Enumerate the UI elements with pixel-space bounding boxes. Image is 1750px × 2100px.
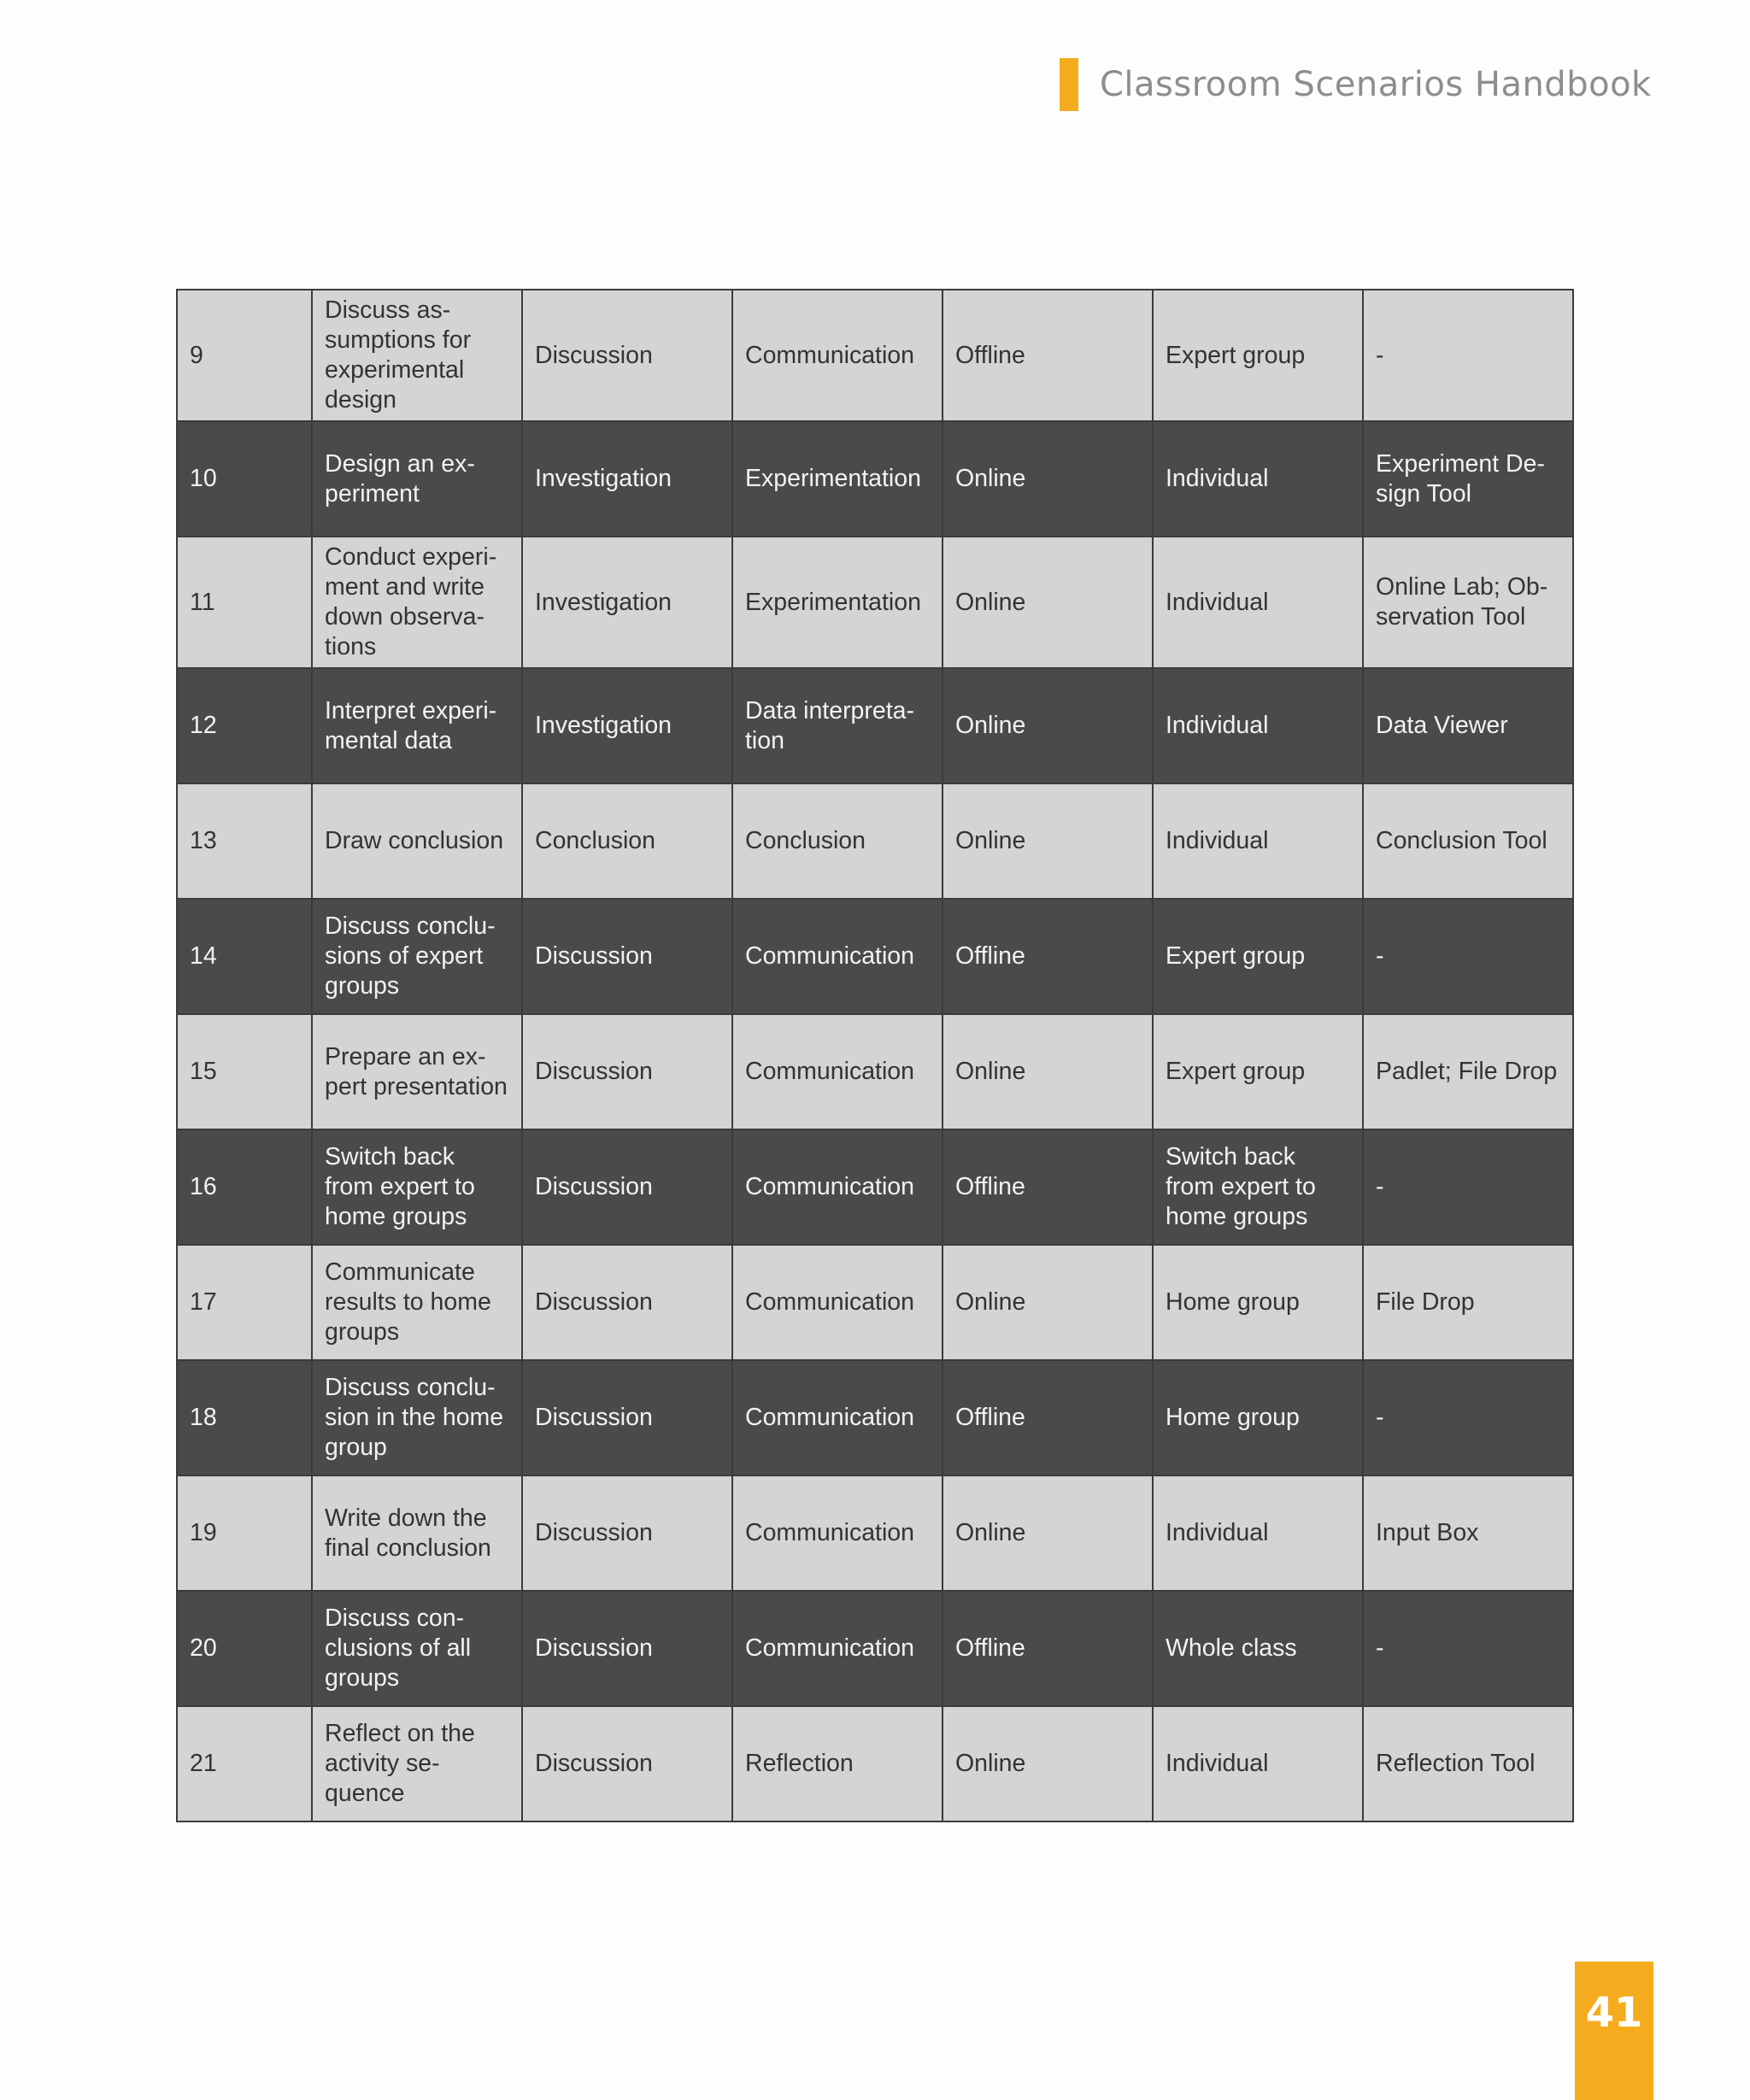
cell-tool: [1363, 537, 1573, 668]
cell-tool: Input Box: [1363, 1475, 1573, 1591]
cell-mode: Online: [943, 1014, 1153, 1129]
cell-tool: -: [1363, 1129, 1573, 1245]
cell-number: 20: [177, 1591, 312, 1706]
cell-phase: Communication: [732, 1129, 943, 1245]
cell-mode: Offline: [943, 290, 1153, 421]
table-row: [177, 668, 1573, 783]
cell-type: Discussion: [522, 290, 732, 421]
cell-phase: Communication: [732, 1245, 943, 1360]
cell-tool: Data Viewer: [1363, 668, 1573, 783]
cell-activity: [312, 1129, 522, 1245]
cell-mode: Online: [943, 668, 1153, 783]
cell-mode: Offline: [943, 1360, 1153, 1475]
cell-activity: [312, 421, 522, 537]
activity-table-body: [177, 290, 1573, 1821]
cell-grouping: Individual: [1153, 421, 1363, 537]
cell-grouping: Individual: [1153, 783, 1363, 899]
cell-grouping: Whole class: [1153, 1591, 1363, 1706]
cell-mode: Online: [943, 1475, 1153, 1591]
cell-mode: Online: [943, 1706, 1153, 1821]
cell-activity: [312, 1245, 522, 1360]
cell-activity: [312, 1475, 522, 1591]
cell-phase: Communication: [732, 1014, 943, 1129]
cell-text: Data interpreta- tion: [745, 696, 915, 754]
cell-activity: [312, 290, 522, 421]
cell-grouping: Expert group: [1153, 1014, 1363, 1129]
cell-tool: -: [1363, 899, 1573, 1014]
cell-grouping: Individual: [1153, 668, 1363, 783]
table-row: [177, 1475, 1573, 1591]
cell-text: Design an ex- periment: [325, 449, 475, 507]
cell-activity: [312, 668, 522, 783]
cell-mode: Offline: [943, 1129, 1153, 1245]
cell-text: Experiment De- sign Tool: [1376, 449, 1545, 507]
cell-number: 16: [177, 1129, 312, 1245]
cell-phase: [732, 668, 943, 783]
cell-tool: Reflection Tool: [1363, 1706, 1573, 1821]
cell-grouping: Home group: [1153, 1245, 1363, 1360]
cell-type: Discussion: [522, 1706, 732, 1821]
cell-tool: -: [1363, 1360, 1573, 1475]
cell-text: Write down the final conclusion: [325, 1504, 491, 1562]
cell-type: Discussion: [522, 899, 732, 1014]
cell-activity: [312, 1591, 522, 1706]
cell-type: Discussion: [522, 1245, 732, 1360]
page-header: [1060, 58, 1652, 111]
cell-type: Conclusion: [522, 783, 732, 899]
cell-text: Discuss conclu- sion in the home group: [325, 1374, 504, 1461]
cell-mode: Online: [943, 537, 1153, 668]
cell-type: Investigation: [522, 537, 732, 668]
table-row: [177, 421, 1573, 537]
cell-activity: Draw conclusion: [312, 783, 522, 899]
cell-grouping: Individual: [1153, 1706, 1363, 1821]
cell-number: 11: [177, 537, 312, 668]
cell-phase: Experimentation: [732, 537, 943, 668]
cell-mode: Offline: [943, 899, 1153, 1014]
cell-text: Discuss conclu- sions of expert groups: [325, 912, 496, 1000]
cell-type: Discussion: [522, 1591, 732, 1706]
cell-grouping: Individual: [1153, 537, 1363, 668]
cell-phase: Communication: [732, 899, 943, 1014]
cell-tool: File Drop: [1363, 1245, 1573, 1360]
cell-tool: Padlet; File Drop: [1363, 1014, 1573, 1129]
table-row: [177, 537, 1573, 668]
cell-activity: [312, 1706, 522, 1821]
cell-number: 18: [177, 1360, 312, 1475]
cell-grouping: [1153, 1129, 1363, 1245]
cell-phase: Experimentation: [732, 421, 943, 537]
cell-number: 13: [177, 783, 312, 899]
cell-text: Discuss as- sumptions for experimental design: [325, 296, 472, 414]
cell-type: Discussion: [522, 1014, 732, 1129]
cell-activity: [312, 899, 522, 1014]
cell-phase: Conclusion: [732, 783, 943, 899]
table-row: [177, 899, 1573, 1014]
cell-phase: Communication: [732, 1360, 943, 1475]
cell-activity: [312, 1014, 522, 1129]
cell-text: Prepare an ex- pert presentation: [325, 1042, 508, 1100]
cell-tool: Conclusion Tool: [1363, 783, 1573, 899]
cell-phase: Communication: [732, 290, 943, 421]
cell-tool: -: [1363, 290, 1573, 421]
table-row: [177, 1014, 1573, 1129]
cell-number: 19: [177, 1475, 312, 1591]
cell-number: 17: [177, 1245, 312, 1360]
cell-number: 15: [177, 1014, 312, 1129]
cell-type: Discussion: [522, 1475, 732, 1591]
cell-phase: Communication: [732, 1591, 943, 1706]
page-number-box: [1575, 1962, 1653, 2100]
cell-text: Switch back from expert to home groups: [1166, 1143, 1316, 1230]
cell-number: 9: [177, 290, 312, 421]
table-row: [177, 783, 1573, 899]
cell-mode: Online: [943, 1245, 1153, 1360]
table-row: [177, 1245, 1573, 1360]
cell-mode: Offline: [943, 1591, 1153, 1706]
cell-text: Switch back from expert to home groups: [325, 1143, 475, 1230]
cell-phase: Reflection: [732, 1706, 943, 1821]
table-row: [177, 1360, 1573, 1475]
cell-grouping: Home group: [1153, 1360, 1363, 1475]
cell-number: 12: [177, 668, 312, 783]
cell-grouping: Expert group: [1153, 290, 1363, 421]
cell-tool: [1363, 421, 1573, 537]
cell-type: Discussion: [522, 1129, 732, 1245]
cell-number: 21: [177, 1706, 312, 1821]
cell-type: Investigation: [522, 668, 732, 783]
cell-activity: [312, 1360, 522, 1475]
header-title: Classroom Scenarios Handbook: [1100, 65, 1652, 104]
page-number: 41: [1585, 1989, 1643, 2037]
cell-phase: Communication: [732, 1475, 943, 1591]
cell-type: Investigation: [522, 421, 732, 537]
activity-table: [176, 289, 1574, 1822]
cell-mode: Online: [943, 783, 1153, 899]
cell-text: Discuss con- clusions of all groups: [325, 1604, 472, 1692]
table-row: [177, 290, 1573, 421]
cell-text: Interpret experi- mental data: [325, 696, 497, 754]
table-row: [177, 1706, 1573, 1821]
cell-tool: -: [1363, 1591, 1573, 1706]
header-accent-bar: [1060, 58, 1078, 111]
cell-mode: Online: [943, 421, 1153, 537]
cell-text: Online Lab; Ob- servation Tool: [1376, 573, 1548, 631]
cell-activity: [312, 537, 522, 668]
cell-text: Conduct experi- ment and write down observa- tions: [325, 543, 497, 660]
table-row: [177, 1129, 1573, 1245]
cell-type: Discussion: [522, 1360, 732, 1475]
cell-text: Reflect on the activity se- quence: [325, 1720, 475, 1807]
cell-number: 14: [177, 899, 312, 1014]
cell-number: 10: [177, 421, 312, 537]
table-row: [177, 1591, 1573, 1706]
cell-text: Communicate results to home groups: [325, 1258, 491, 1346]
cell-grouping: Individual: [1153, 1475, 1363, 1591]
cell-grouping: Expert group: [1153, 899, 1363, 1014]
